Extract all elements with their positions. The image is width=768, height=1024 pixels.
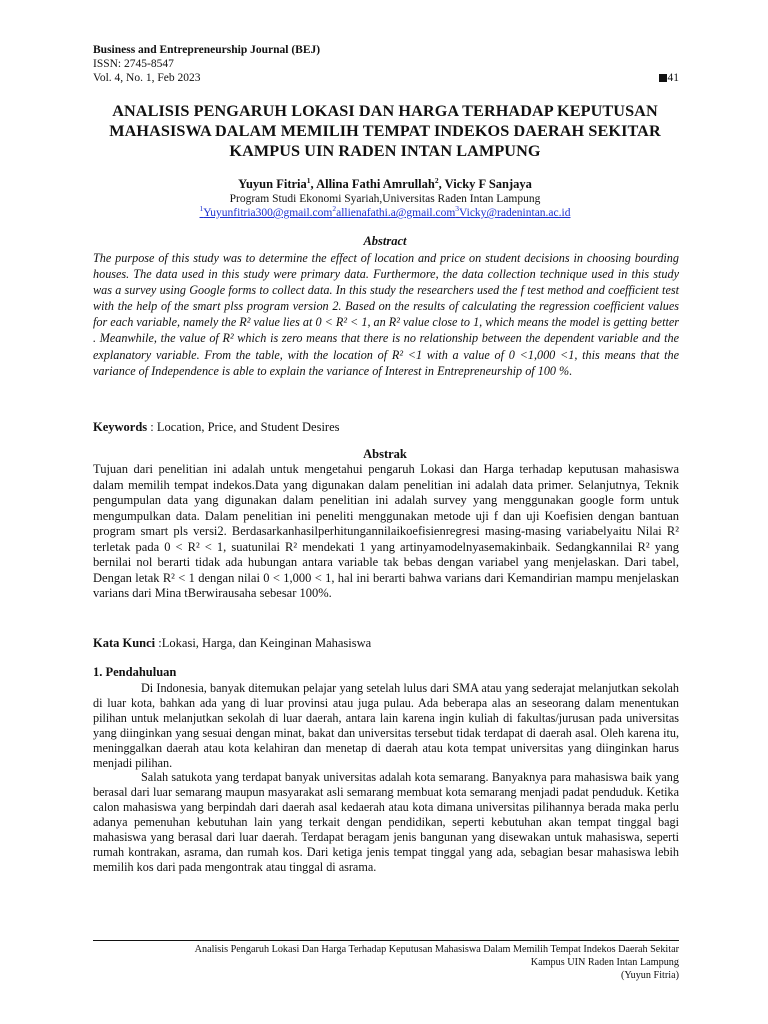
abstract-id-heading: Abstrak <box>363 447 407 461</box>
footer-line-2: Kampus UIN Raden Intan Lampung <box>530 957 679 969</box>
footer-divider <box>93 940 679 941</box>
abstract-en-text: The purpose of this study was to determine the effect of location and price on student decisions in choosing bourding houses. The data used in this study were primary data. Furthermore, the data collection technique used in this study was a survey using Google forms to collect data. In this study the researchers used the f test method and coefficient test with the help of the smart plss program version 2. Based on the results of calculating the regression coefficient values for each variable, namely the R² value lies at 0 < R² < 1, an R² value close to 1, which means the model is getting better . Meanwhile, the value of R² which is zero means that there is no relationship between the dependent variable and the explanatory variable. From the table, with the location of R² <1 with a value of 0 <1,000 <1, this means that the variance of Independence is able to explain the variance of Interest in Entrepreneurship of 100 %. <box>93 251 679 378</box>
email-2-link[interactable]: allienafathi.a@gmail.com <box>336 207 456 219</box>
author-sep: , <box>310 177 317 191</box>
email-3-sup: 3 <box>455 204 460 214</box>
page-number <box>659 71 680 85</box>
abstract-en-heading: Abstract <box>363 234 407 248</box>
kata-kunci <box>93 636 679 651</box>
email-1-sup: 1 <box>199 204 204 214</box>
author-names <box>93 177 677 192</box>
page-footer <box>93 943 679 983</box>
author-1-sup: 1 <box>306 175 311 185</box>
keywords <box>93 420 679 435</box>
footer-line-1: Analisis Pengaruh Lokasi Dan Harga Terhadap Keputusan Mahasiswa Dalam Memilih Tempat Indekos Daerah Sekitar <box>194 944 679 955</box>
author-sep: , <box>438 177 445 191</box>
volume-info: Vol. 4, No. 1, Feb 2023 <box>93 72 201 84</box>
abstract-id-text: Tujuan dari penelitian ini adalah untuk mengetahui pengaruh Lokasi dan Harga terhadap keputusan mahasiswa dalam memilih tempat indekos.Data yang digunakan dalam penelitian ini adalah data primer. Selanjutnya, Teknik pengumpulan data yang digunakan dalam penelitian ini adalah survey yang menggunakan google form untuk mengumpulkan data. Dalam penelitian ini peneliti menggunakan metode uji f dan uji Koefisien dengan bantuan program smart pls versi2. Berdasarkanhasilperhitungannilaikoefisienregresi masing-masing variabelyaitu Nilai R² terletak pada 0 < R² < 1, suatunilai R² mendekati 1 yang artinyamodelnyasemakinbaik. Sedangkannilai R² yang bernilai nol berarti tidak ada hubungan antara variable tak bebas dengan variabel yang menjelaskan. Dari tabel, Dengan letak R² < 1 dengan nilai 0 < 1,000 < 1, hal ini berarti bahwa varians dari Kemandirian mampu menjelaskan varians dari Mina tBerwirausaha sebesar 100%. <box>93 462 679 600</box>
section-body <box>93 681 679 875</box>
footer-line-3: (Yuyun Fitria) <box>620 970 679 982</box>
keywords-text: : Location, Price, and Student Desires <box>147 420 340 434</box>
author-2: Allina Fathi Amrullah <box>316 177 435 191</box>
author-2-sup: 2 <box>434 175 439 185</box>
section-heading: 1. Pendahuluan <box>93 665 177 679</box>
keywords-label: Keywords <box>93 420 148 434</box>
paragraph-2: Salah satukota yang terdapat banyak universitas adalah kota semarang. Banyaknya para mahasiswa baik yang berasal dari luar semarang maupun masyarakat asli semarang membuat kota semarang menjadi padat penduduk. Ketika calon mahasiswa yang berpindah dari daerah asal kedaerah atau kota dimana universitas pilihannya berada maka perlu adanya pemenuhan kebutuhan lain yang terkait dengan pendidikan, seperti kebutuhan akan tempat tinggal bagi mahasiswa yang berasal dari luar daerah. Terdapat beragam jenis bangunan yang disewakan untuk mahasiswa, seperti rumah kontrakan, asrama, dan rumah kos. Dari ketiga jenis tempat tinggal yang ada, sebagian besar mahasiswa lebih memilih kos dari pada mengontrak atau tinggal di asrama. <box>93 770 679 874</box>
journal-header <box>93 43 679 85</box>
page-number-value: 41 <box>667 72 679 84</box>
email-1-link[interactable]: Yuyunfitria300@gmail.com <box>203 207 333 219</box>
author-3: Vicky F Sanjaya <box>444 177 532 191</box>
kata-kunci-label: Kata Kunci <box>93 636 156 650</box>
paper-title: ANALISIS PENGARUH LOKASI DAN HARGA TERHADAP KEPUTUSAN MAHASISWA DALAM MEMILIH TEMPAT INDEKOS DAERAH SEKITAR KAMPUS UIN RADEN INTAN LAMPUNG <box>109 102 661 160</box>
author-1: Yuyun Fitria <box>238 177 307 191</box>
author-emails <box>93 206 677 220</box>
author-block <box>93 177 677 220</box>
affiliation: Program Studi Ekonomi Syariah,Universitas Raden Intan Lampung <box>229 193 541 205</box>
volume-row <box>93 71 679 85</box>
square-bullet-icon <box>659 74 667 82</box>
paragraph-1: Di Indonesia, banyak ditemukan pelajar yang setelah lulus dari SMA atau yang sederajat melanjutkan sekolah di luar kota, bahkan ada yang di luar provinsi atau juga pulau. Ada beberapa alas an seseorang dalam menentukan pilihan untuk melanjutkan sekolah di luar daerah, antara lain karena ingin kuliah di fakultas/jurusan pada universitas yang diinginkan yang sesuai dengan minat, bakat dan universitas tersebut tidak terdapat di daerah asal. Oleh karena itu, meninggalkan daerah atau kota kelahiran dan menetap di daerah atau kota tempat universitas yang diinginkan harus menjadi pilihan. <box>93 681 679 770</box>
email-2-sup: 2 <box>332 204 337 214</box>
email-3-link[interactable]: Vicky@radenintan.ac.id <box>459 207 571 219</box>
journal-name: Business and Entrepreneurship Journal (BEJ) <box>93 44 321 56</box>
issn: ISSN: 2745-8547 <box>93 58 174 70</box>
kata-kunci-text: :Lokasi, Harga, dan Keinginan Mahasiswa <box>155 636 372 650</box>
